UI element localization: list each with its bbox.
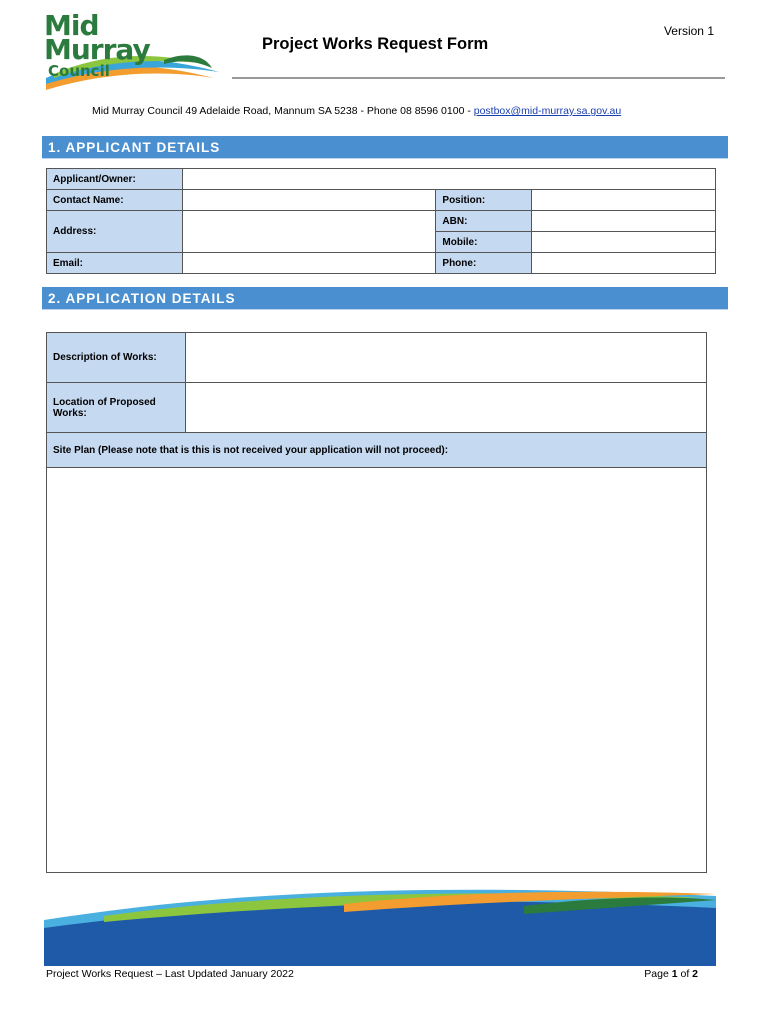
- address-label: Address:: [47, 211, 183, 253]
- table-row: [47, 433, 707, 468]
- footer-document-info: Project Works Request – Last Updated January 2022: [46, 968, 294, 980]
- location-field[interactable]: [185, 383, 706, 433]
- page-of: of: [677, 968, 693, 980]
- email-label: Email:: [47, 253, 183, 274]
- applicant-owner-label: Applicant/Owner:: [47, 169, 183, 190]
- version-label: Version 1: [663, 24, 714, 38]
- site-plan-label: Site Plan (Please note that is this is not received your application will not proceed):: [47, 433, 707, 468]
- header-divider: [232, 77, 725, 79]
- table-row: [47, 333, 707, 383]
- page-title: Project Works Request Form: [262, 35, 489, 53]
- applicant-details-table: [46, 168, 716, 274]
- phone-field[interactable]: [532, 253, 716, 274]
- description-field[interactable]: [185, 333, 706, 383]
- page-total: 2: [692, 968, 698, 980]
- table-row: [47, 190, 716, 211]
- email-link[interactable]: postbox@mid-murray.sa.gov.au: [473, 105, 622, 117]
- applicant-owner-field[interactable]: [182, 169, 715, 190]
- footer-page-number: [644, 968, 698, 980]
- application-details-table: [46, 332, 707, 873]
- description-label: Description of Works:: [47, 333, 186, 383]
- site-plan-area[interactable]: [47, 468, 707, 873]
- table-row: [47, 253, 716, 274]
- table-row: [47, 211, 716, 232]
- phone-label: Phone:: [436, 253, 532, 274]
- contact-name-label: Contact Name:: [47, 190, 183, 211]
- address-field[interactable]: [182, 211, 436, 253]
- logo-text-murray: Murray: [44, 33, 150, 66]
- council-logo: [44, 9, 224, 92]
- location-label: Location of Proposed Works:: [47, 383, 186, 433]
- abn-field[interactable]: [532, 211, 716, 232]
- email-field[interactable]: [182, 253, 436, 274]
- page-current: 1: [671, 968, 678, 980]
- position-label: Position:: [436, 190, 532, 211]
- table-row: [47, 169, 716, 190]
- council-contact-line: [92, 105, 621, 117]
- abn-label: ABN:: [436, 211, 532, 232]
- address-text: Mid Murray Council 49 Adelaide Road, Mannum SA 5238 - Phone 08 8596 0100 -: [92, 105, 474, 117]
- logo-text-council: Council: [48, 62, 110, 80]
- section-heading-application: 2. APPLICATION DETAILS: [42, 287, 728, 310]
- logo-text-mid: Mid: [44, 9, 99, 42]
- position-field[interactable]: [532, 190, 716, 211]
- table-row: [47, 383, 707, 433]
- mobile-field[interactable]: [532, 232, 716, 253]
- page-prefix: Page: [644, 968, 672, 980]
- mobile-label: Mobile:: [436, 232, 532, 253]
- footer-wave-graphic: [44, 886, 716, 966]
- contact-name-field[interactable]: [182, 190, 436, 211]
- table-row: [47, 468, 707, 873]
- section-heading-applicant: 1. APPLICANT DETAILS: [42, 136, 728, 159]
